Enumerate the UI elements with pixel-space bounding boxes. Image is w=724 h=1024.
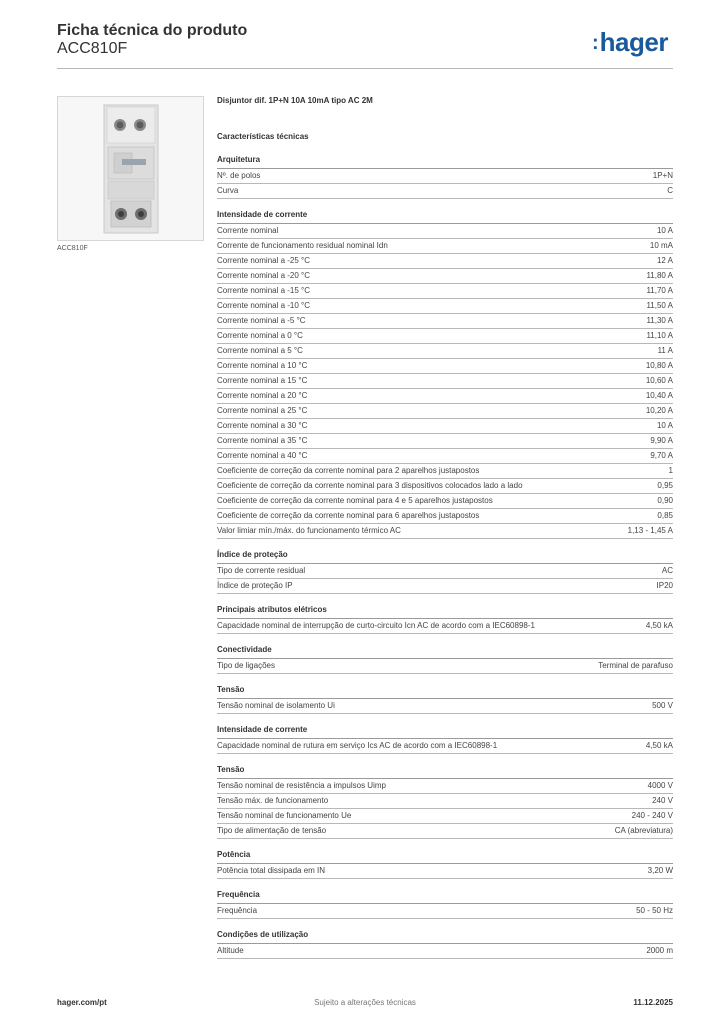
spec-row xyxy=(217,434,673,449)
spec-label: Tipo de alimentação de tensão xyxy=(217,826,327,835)
spec-section xyxy=(217,685,673,714)
product-description: Disjuntor dif. 1P+N 10A 10mA tipo AC 2M xyxy=(217,96,373,105)
spec-section xyxy=(217,210,673,539)
spec-label: Tensão máx. de funcionamento xyxy=(217,796,329,805)
spec-label: Tensão nominal de funcionamento Ue xyxy=(217,811,352,820)
spec-label: Corrente nominal a 15 °C xyxy=(217,376,308,385)
product-reference: ACC810F xyxy=(57,40,128,57)
spec-value: 4000 V xyxy=(647,781,673,790)
spec-row xyxy=(217,184,673,199)
spec-label: Nº. de polos xyxy=(217,171,261,180)
spec-row xyxy=(217,659,673,674)
spec-label: Coeficiente de correção da corrente nominal para 2 aparelhos justapostos xyxy=(217,466,480,475)
header-divider xyxy=(57,68,673,69)
spec-row xyxy=(217,824,673,839)
spec-value: 12 A xyxy=(656,256,673,265)
spec-label: Coeficiente de correção da corrente nominal para 6 aparelhos justapostos xyxy=(217,511,480,520)
spec-label: Capacidade nominal de interrupção de curto-circuito Icn AC de acordo com a IEC60898-1 xyxy=(217,621,535,630)
spec-label: Tipo de ligações xyxy=(217,661,275,670)
spec-section xyxy=(217,725,673,754)
spec-label: Corrente nominal a -25 °C xyxy=(217,256,311,265)
spec-row xyxy=(217,944,673,959)
spec-value: 9,70 A xyxy=(650,451,673,460)
spec-value: 10,20 A xyxy=(645,406,673,415)
spec-value: Terminal de parafuso xyxy=(598,661,673,670)
spec-row xyxy=(217,699,673,714)
spec-label: Corrente de funcionamento residual nominal Idn xyxy=(217,241,388,250)
spec-label: Corrente nominal a 20 °C xyxy=(217,391,308,400)
spec-value: 1P+N xyxy=(652,171,673,180)
spec-label: Frequência xyxy=(217,906,258,915)
spec-label: Corrente nominal a -10 °C xyxy=(217,301,311,310)
spec-value: 1 xyxy=(668,466,673,475)
spec-label: Potência total dissipada em IN xyxy=(217,866,326,875)
section-title: Potência xyxy=(217,850,673,864)
spec-row xyxy=(217,359,673,374)
spec-row xyxy=(217,374,673,389)
spec-label: Índice de proteção IP xyxy=(217,581,293,590)
spec-label: Altitude xyxy=(217,946,244,955)
spec-row xyxy=(217,739,673,754)
spec-row xyxy=(217,449,673,464)
spec-row xyxy=(217,864,673,879)
spec-row xyxy=(217,779,673,794)
spec-value: 4,50 kA xyxy=(645,741,673,750)
spec-section xyxy=(217,155,673,199)
spec-label: Corrente nominal a 25 °C xyxy=(217,406,308,415)
spec-label: Corrente nominal a 35 °C xyxy=(217,436,308,445)
section-title: Índice de proteção xyxy=(217,550,673,564)
spec-row xyxy=(217,404,673,419)
spec-row xyxy=(217,299,673,314)
spec-row xyxy=(217,904,673,919)
spec-value: 2000 m xyxy=(646,946,673,955)
spec-value: 3,20 W xyxy=(647,866,673,875)
logo-text: hager xyxy=(599,27,668,57)
spec-label: Corrente nominal a 30 °C xyxy=(217,421,308,430)
spec-section xyxy=(217,890,673,919)
product-image xyxy=(57,96,204,241)
spec-value: 10 A xyxy=(656,226,673,235)
spec-row xyxy=(217,619,673,634)
spec-sections xyxy=(217,155,673,959)
footer-disclaimer: Sujeito a alterações técnicas xyxy=(314,998,416,1007)
spec-value: 11 A xyxy=(657,346,673,355)
spec-row xyxy=(217,809,673,824)
spec-row xyxy=(217,524,673,539)
spec-row xyxy=(217,344,673,359)
spec-row xyxy=(217,269,673,284)
footer-date: 11.12.2025 xyxy=(633,998,673,1007)
spec-value: 10,40 A xyxy=(645,391,673,400)
spec-value: 9,90 A xyxy=(650,436,673,445)
spec-label: Capacidade nominal de rutura em serviço Ics AC de acordo com a IEC60898-1 xyxy=(217,741,498,750)
spec-label: Valor limiar mín./máx. do funcionamento térmico AC xyxy=(217,526,401,535)
product-image-caption: ACC810F xyxy=(57,245,88,252)
spec-value: 10 A xyxy=(656,421,673,430)
document-title: Ficha técnica do produto xyxy=(57,22,248,39)
spec-value: 10,80 A xyxy=(645,361,673,370)
spec-label: Coeficiente de correção da corrente nominal para 3 dispositivos colocados lado a lado xyxy=(217,481,523,490)
spec-value: 10,60 A xyxy=(645,376,673,385)
spec-value: 11,30 A xyxy=(646,316,673,325)
spec-row xyxy=(217,329,673,344)
spec-value: 1,13 - 1,45 A xyxy=(627,526,673,535)
spec-label: Corrente nominal a 40 °C xyxy=(217,451,308,460)
spec-value: 11,50 A xyxy=(646,301,673,310)
section-title: Condições de utilização xyxy=(217,930,673,944)
spec-label: Corrente nominal a 10 °C xyxy=(217,361,308,370)
spec-value: 4,50 kA xyxy=(645,621,673,630)
spec-value: 11,10 A xyxy=(646,331,673,340)
section-title: Arquitetura xyxy=(217,155,673,169)
spec-value: 11,80 A xyxy=(646,271,673,280)
spec-value: 0,85 xyxy=(657,511,673,520)
spec-row xyxy=(217,464,673,479)
spec-row xyxy=(217,479,673,494)
spec-label: Tipo de corrente residual xyxy=(217,566,306,575)
spec-row xyxy=(217,314,673,329)
spec-section xyxy=(217,605,673,634)
spec-value: 240 - 240 V xyxy=(631,811,673,820)
spec-value: 10 mA xyxy=(649,241,673,250)
spec-row xyxy=(217,494,673,509)
spec-row xyxy=(217,169,673,184)
spec-label: Tensão nominal de isolamento Ui xyxy=(217,701,335,710)
spec-row xyxy=(217,509,673,524)
spec-row xyxy=(217,284,673,299)
section-title: Intensidade de corrente xyxy=(217,210,673,224)
spec-value: 50 - 50 Hz xyxy=(636,906,673,915)
logo-dots-icon: : xyxy=(592,32,599,54)
spec-label: Curva xyxy=(217,186,239,195)
spec-section xyxy=(217,765,673,839)
spec-value: 0,95 xyxy=(657,481,673,490)
spec-section xyxy=(217,550,673,594)
spec-value: C xyxy=(667,186,673,195)
spec-value: 0,90 xyxy=(657,496,673,505)
footer-website-link[interactable]: hager.com/pt xyxy=(57,998,107,1007)
spec-row xyxy=(217,579,673,594)
hager-logo[interactable] xyxy=(592,27,668,58)
section-title: Conectividade xyxy=(217,645,673,659)
section-title: Tensão xyxy=(217,685,673,699)
spec-label: Corrente nominal a -5 °C xyxy=(217,316,306,325)
spec-label: Corrente nominal xyxy=(217,226,279,235)
section-title: Principais atributos elétricos xyxy=(217,605,673,619)
spec-row xyxy=(217,224,673,239)
spec-section xyxy=(217,645,673,674)
spec-section xyxy=(217,930,673,959)
spec-label: Corrente nominal a -20 °C xyxy=(217,271,311,280)
page-footer xyxy=(57,998,673,1010)
characteristics-heading: Características técnicas xyxy=(217,132,309,141)
spec-value: AC xyxy=(661,566,673,575)
spec-label: Tensão nominal de resistência a impulsos Uimp xyxy=(217,781,386,790)
section-title: Intensidade de corrente xyxy=(217,725,673,739)
spec-row xyxy=(217,564,673,579)
spec-value: CA (abreviatura) xyxy=(614,826,673,835)
spec-label: Corrente nominal a 0 °C xyxy=(217,331,303,340)
spec-row xyxy=(217,794,673,809)
spec-content xyxy=(217,96,673,970)
spec-row xyxy=(217,254,673,269)
spec-label: Corrente nominal a 5 °C xyxy=(217,346,303,355)
spec-row xyxy=(217,389,673,404)
spec-label: Corrente nominal a -15 °C xyxy=(217,286,311,295)
spec-value: IP20 xyxy=(656,581,673,590)
section-title: Frequência xyxy=(217,890,673,904)
section-title: Tensão xyxy=(217,765,673,779)
spec-label: Coeficiente de correção da corrente nominal para 4 e 5 aparelhos justapostos xyxy=(217,496,493,505)
spec-value: 500 V xyxy=(652,701,673,710)
spec-value: 11,70 A xyxy=(646,286,673,295)
circuit-breaker-icon xyxy=(58,97,203,240)
spec-row xyxy=(217,239,673,254)
spec-value: 240 V xyxy=(652,796,673,805)
spec-row xyxy=(217,419,673,434)
spec-section xyxy=(217,850,673,879)
